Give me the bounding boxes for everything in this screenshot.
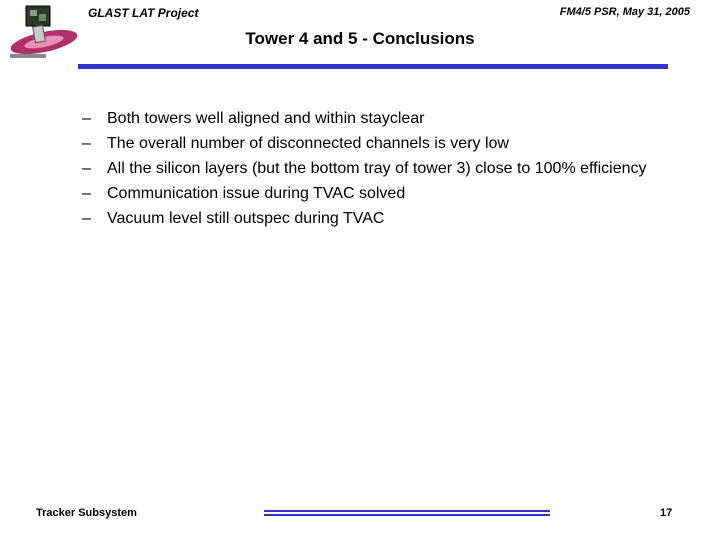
list-item: [78, 181, 678, 206]
bullet-dash: –: [82, 160, 91, 177]
bullet-dash: –: [82, 185, 91, 202]
meeting-info: FM4/5 PSR, May 31, 2005: [559, 6, 690, 18]
list-item: [78, 131, 678, 156]
footer-divider: [264, 510, 550, 516]
page-number: 17: [660, 507, 673, 519]
list-item: [78, 106, 678, 131]
list-item: [78, 206, 678, 231]
project-name: GLAST LAT Project: [88, 6, 199, 20]
bullet-dash: –: [82, 210, 91, 227]
bullet-dash: –: [82, 110, 91, 127]
bullet-text: The overall number of disconnected channels is very low: [107, 135, 509, 152]
slide-title: Tower 4 and 5 - Conclusions: [245, 29, 475, 48]
bullet-dash: –: [82, 135, 91, 152]
list-item: [78, 156, 678, 181]
bullet-text: Communication issue during TVAC solved: [107, 185, 406, 202]
title-divider: [78, 64, 668, 69]
bullet-text: Both towers well aligned and within stayclear: [107, 110, 425, 127]
footer-subsystem: Tracker Subsystem: [36, 507, 137, 519]
bullet-text: Vacuum level still outspec during TVAC: [107, 210, 385, 227]
bullet-list: [78, 106, 678, 231]
bullet-text: All the silicon layers (but the bottom tray of tower 3) close to 100% efficiency: [107, 160, 647, 177]
